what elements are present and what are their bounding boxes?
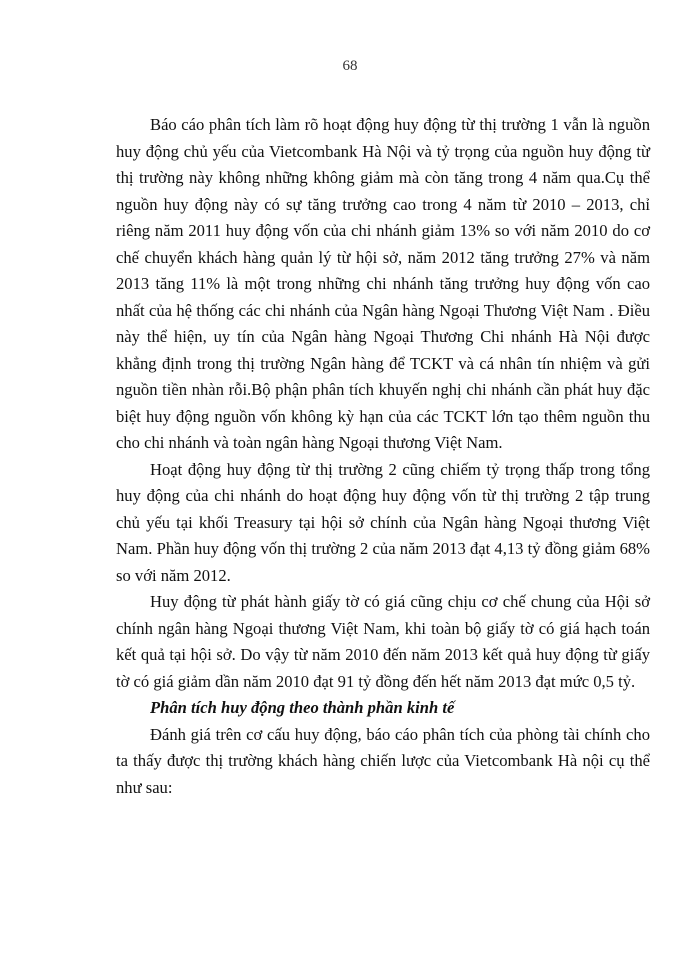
paragraph-market-1: Báo cáo phân tích làm rõ hoạt động huy động từ thị trường 1 vẫn là nguồn huy động chủ yếu của Vietcombank Hà Nội và tỷ trọng của nguồn huy động từ thị trường này không những không giảm mà còn tăng trong 4 năm qua.Cụ thể nguồn huy động này có sự tăng trưởng cao trong 4 năm từ 2010 – 2013, chỉ riêng năm 2011 huy động vốn của chi nhánh giảm 13% so với năm 2010 do cơ chế chuyển khách hàng quản lý từ hội sở, năm 2012 tăng trưởng 27% và năm 2013 tăng 11% là một trong những chi nhánh tăng trưởng huy động vốn cao nhất của hệ thống các chi nhánh của Ngân hàng Ngoại Thương Việt Nam . Điều này thể hiện, uy tín của Ngân hàng Ngoại Thương Chi nhánh Hà Nội được khẳng định trong thị trường Ngân hàng để TCKT và cá nhân tín nhiệm và gửi nguồn tiền nhàn rỗi.Bộ phận phân tích khuyến nghị chi nhánh cần phát huy đặc biệt huy động nguồn vốn không kỳ hạn của các TCKT lớn tạo thêm nguồn thu cho chi nhánh và toàn ngân hàng Ngoại thương Việt Nam. bbox=[116, 115, 650, 452]
paragraph-securities: Huy động từ phát hành giấy tờ có giá cũng chịu cơ chế chung của Hội sở chính ngân hàng Ngoại thương Việt Nam, khi toàn bộ giấy tờ có giá hạch toán kết quả tại hội sở. Do vậy từ năm 2010 đến năm 2013 kết quả huy động từ giấy tờ có giá giảm dần năm 2010 đạt 91 tỷ đồng đến hết năm 2013 đạt mức 0,5 tỷ. bbox=[116, 592, 650, 691]
page-number: 68 bbox=[342, 58, 358, 74]
body-text bbox=[116, 112, 650, 801]
paragraph-market-2: Hoạt động huy động từ thị trường 2 cũng chiếm tỷ trọng thấp trong tổng huy động của chi nhánh do hoạt động huy động vốn từ thị trường 2 tập trung chủ yếu tại khối Treasury tại hội sở chính của Ngân hàng Ngoại thương Việt Nam. Phần huy động vốn thị trường 2 của năm 2013 đạt 4,13 tỷ đồng giảm 68% so với năm 2012. bbox=[116, 459, 650, 585]
section-heading: Phân tích huy động theo thành phần kinh tế bbox=[150, 698, 455, 717]
paragraph-closing: Đánh giá trên cơ cấu huy động, báo cáo phân tích của phòng tài chính cho ta thấy được thị trường khách hàng chiến lược của Vietcombank Hà nội cụ thể như sau: bbox=[116, 724, 650, 797]
